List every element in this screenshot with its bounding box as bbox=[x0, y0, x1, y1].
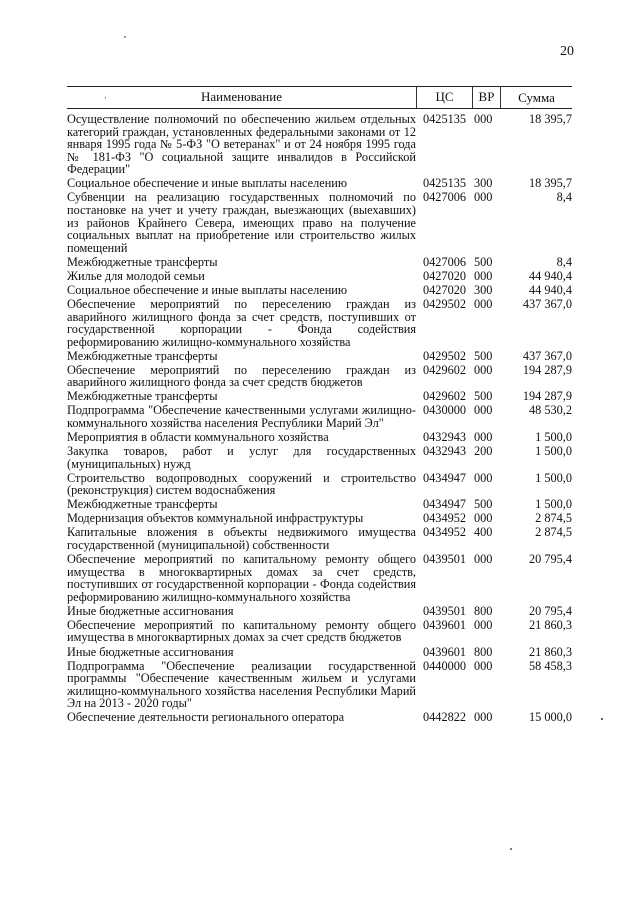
table-row bbox=[67, 270, 572, 283]
row-vr: 000 bbox=[474, 658, 493, 673]
row-vr: 500 bbox=[474, 348, 493, 363]
row-name: Обеспечение мероприятий по капитальному ремонту общего имущества в многоквартирных домах за счет средств, поступивших от государственной корпорации - Фонда содействия реформированию жилищно-коммунального хозяйства bbox=[67, 552, 416, 604]
row-vr: 000 bbox=[474, 430, 493, 445]
row-name: Социальное обеспечение и иные выплаты населению bbox=[67, 176, 348, 191]
row-vr: 000 bbox=[474, 617, 493, 632]
row-cs: 0425135 bbox=[423, 176, 467, 191]
table-row bbox=[67, 284, 572, 297]
table-row bbox=[67, 191, 572, 254]
row-cs: 0439601 bbox=[423, 617, 467, 632]
row-name: Межбюджетные трансферты bbox=[67, 497, 218, 512]
table-row bbox=[67, 177, 572, 190]
table-body bbox=[67, 113, 572, 724]
row-cs: 0429502 bbox=[423, 348, 467, 363]
row-name: Обеспечение мероприятий по капитальному ремонту общего имущества в многоквартирных домах за счет средств бюджетов bbox=[67, 617, 416, 645]
row-cs: 0434952 bbox=[423, 525, 467, 540]
row-cs: 0427020 bbox=[423, 268, 467, 283]
row-sum: 2 874,5 bbox=[535, 511, 572, 526]
row-sum: 437 367,0 bbox=[522, 348, 572, 363]
row-name: Строительство водопроводных сооружений и строительство (реконструкция) систем водоснабжения bbox=[67, 470, 416, 498]
row-name: Осуществление полномочий по обеспечению жильем отдельных категорий граждан, установленных федеральными законами от 12 января 1995 года № 5-ФЗ "О ветеранах" и от 24 ноября 1995 года № 181-ФЗ "О социальной защите инвалидов в Российской Федерации" bbox=[67, 112, 416, 177]
table-row bbox=[67, 605, 572, 618]
table-row bbox=[67, 646, 572, 659]
row-cs: 0434947 bbox=[423, 470, 467, 485]
table-row bbox=[67, 256, 572, 269]
row-sum: 194 287,9 bbox=[522, 389, 572, 404]
row-sum: 194 287,9 bbox=[522, 362, 572, 377]
row-vr: 000 bbox=[474, 112, 493, 126]
row-vr: 200 bbox=[474, 444, 493, 459]
row-sum: 20 795,4 bbox=[528, 552, 572, 567]
scan-speck bbox=[124, 36, 126, 38]
table-row bbox=[67, 472, 572, 497]
row-name: Жилье для молодой семьи bbox=[67, 268, 205, 283]
row-sum: 8,4 bbox=[556, 190, 572, 205]
row-sum: 8,4 bbox=[556, 254, 572, 269]
row-vr: 400 bbox=[474, 525, 493, 540]
row-name: Подпрограмма "Обеспечение реализации государственной программы "Обеспечение качественным жильем и услугами жилищно-коммунального хозяйства населения Республики Марий Эл на 2013 - 2020 годы" bbox=[67, 658, 416, 711]
table-row bbox=[67, 660, 572, 710]
scan-speck bbox=[601, 718, 603, 720]
row-sum: 48 530,2 bbox=[528, 403, 572, 418]
row-cs: 0427020 bbox=[423, 282, 467, 297]
row-vr: 300 bbox=[474, 176, 493, 191]
row-vr: 500 bbox=[474, 389, 493, 404]
page-number: 20 bbox=[560, 44, 574, 59]
row-name: Социальное обеспечение и иные выплаты населению bbox=[67, 282, 348, 297]
row-name: Обеспечение деятельности регионального оператора bbox=[67, 710, 345, 725]
row-cs: 0439601 bbox=[423, 644, 467, 659]
header-vr: ВР bbox=[473, 87, 501, 108]
row-name: Межбюджетные трансферты bbox=[67, 254, 218, 269]
row-vr: 000 bbox=[474, 710, 493, 725]
row-name: Капитальные вложения в объекты недвижимого имущества государственной (муниципальной) собственности bbox=[67, 525, 416, 552]
row-vr: 000 bbox=[474, 362, 493, 377]
table-row bbox=[67, 619, 572, 644]
row-vr: 000 bbox=[474, 511, 493, 526]
row-vr: 000 bbox=[474, 552, 493, 567]
row-name: Мероприятия в области коммунального хозяйства bbox=[67, 430, 329, 445]
row-sum: 21 860,3 bbox=[528, 617, 572, 632]
row-sum: 1 500,0 bbox=[535, 497, 572, 512]
row-cs: 0439501 bbox=[423, 603, 467, 618]
row-sum: 437 367,0 bbox=[522, 296, 572, 311]
row-vr: 800 bbox=[474, 644, 493, 659]
table-row bbox=[67, 113, 572, 176]
row-vr: 000 bbox=[474, 296, 493, 311]
row-sum: 58 458,3 bbox=[528, 658, 572, 673]
row-cs: 0434947 bbox=[423, 497, 467, 512]
table-row bbox=[67, 711, 572, 724]
row-sum: 18 395,7 bbox=[528, 112, 572, 126]
row-cs: 0442822 bbox=[423, 710, 467, 725]
row-vr: 300 bbox=[474, 282, 493, 297]
row-sum: 15 000,0 bbox=[528, 710, 572, 725]
row-name: Иные бюджетные ассигнования bbox=[67, 603, 234, 618]
row-cs: 0432943 bbox=[423, 444, 467, 459]
row-sum: 44 940,4 bbox=[528, 268, 572, 283]
row-vr: 000 bbox=[474, 470, 493, 485]
row-vr: 000 bbox=[474, 403, 493, 418]
row-cs: 0429602 bbox=[423, 389, 467, 404]
table-row bbox=[67, 553, 572, 603]
row-vr: 500 bbox=[474, 254, 493, 269]
table-row bbox=[67, 298, 572, 348]
row-vr: 000 bbox=[474, 190, 493, 205]
row-name: Межбюджетные трансферты bbox=[67, 348, 218, 363]
row-sum: 1 500,0 bbox=[535, 470, 572, 485]
row-cs: 0434952 bbox=[423, 511, 467, 526]
row-name: Подпрограмма "Обеспечение качественными услугами жилищно-коммунального хозяйства населения Республики Марий Эл" bbox=[67, 403, 416, 431]
row-sum: 1 500,0 bbox=[535, 444, 572, 459]
row-sum: 44 940,4 bbox=[528, 282, 572, 297]
table-row bbox=[67, 445, 572, 470]
row-name: Межбюджетные трансферты bbox=[67, 389, 218, 404]
row-name: Обеспечение мероприятий по переселению граждан из аварийного жилищного фонда за счет средств, поступивших от государственной корпорации - Фонда содействия реформированию жилищно-коммунального хозяйства bbox=[67, 296, 416, 349]
row-sum: 20 795,4 bbox=[528, 603, 572, 618]
row-cs: 0427006 bbox=[423, 190, 467, 205]
row-cs: 0440000 bbox=[423, 658, 467, 673]
row-name: Субвенции на реализацию государственных полномочий по постановке на учет и учету граждан, выезжающих (выехавших) из районов Крайнего Севера, имеющих право на получение социальных выплат на приобретение или строительство жилых помещений bbox=[67, 190, 416, 255]
row-cs: 0430000 bbox=[423, 403, 467, 418]
row-vr: 500 bbox=[474, 497, 493, 512]
header-tick-mark: · bbox=[104, 93, 107, 103]
header-cs: ЦС bbox=[417, 87, 473, 108]
budget-table bbox=[67, 86, 572, 725]
table-row bbox=[67, 364, 572, 389]
header-name: · Наименование bbox=[67, 87, 417, 108]
row-name: Иные бюджетные ассигнования bbox=[67, 644, 234, 659]
row-name: Модернизация объектов коммунальной инфраструктуры bbox=[67, 511, 364, 526]
table-header bbox=[67, 86, 572, 109]
row-vr: 800 bbox=[474, 603, 493, 618]
table-row bbox=[67, 404, 572, 429]
row-cs: 0429602 bbox=[423, 362, 467, 377]
row-vr: 000 bbox=[474, 268, 493, 283]
row-sum: 18 395,7 bbox=[528, 176, 572, 191]
table-row bbox=[67, 390, 572, 403]
row-name: Закупка товаров, работ и услуг для государственных (муниципальных) нужд bbox=[67, 444, 416, 471]
table-row bbox=[67, 431, 572, 444]
row-cs: 0425135 bbox=[423, 112, 467, 126]
table-row bbox=[67, 512, 572, 525]
row-cs: 0427006 bbox=[423, 254, 467, 269]
row-cs: 0432943 bbox=[423, 430, 467, 445]
row-sum: 2 874,5 bbox=[535, 525, 572, 540]
row-sum: 21 860,3 bbox=[528, 644, 572, 659]
table-row bbox=[67, 498, 572, 511]
table-row bbox=[67, 350, 572, 363]
row-sum: 1 500,0 bbox=[535, 430, 572, 445]
scan-speck bbox=[510, 848, 512, 850]
row-name: Обеспечение мероприятий по переселению граждан из аварийного жилищного фонда за счет средств бюджетов bbox=[67, 362, 416, 390]
row-cs: 0429502 bbox=[423, 296, 467, 311]
row-cs: 0439501 bbox=[423, 552, 467, 567]
table-row bbox=[67, 526, 572, 551]
header-sum: Сумма bbox=[518, 89, 555, 105]
